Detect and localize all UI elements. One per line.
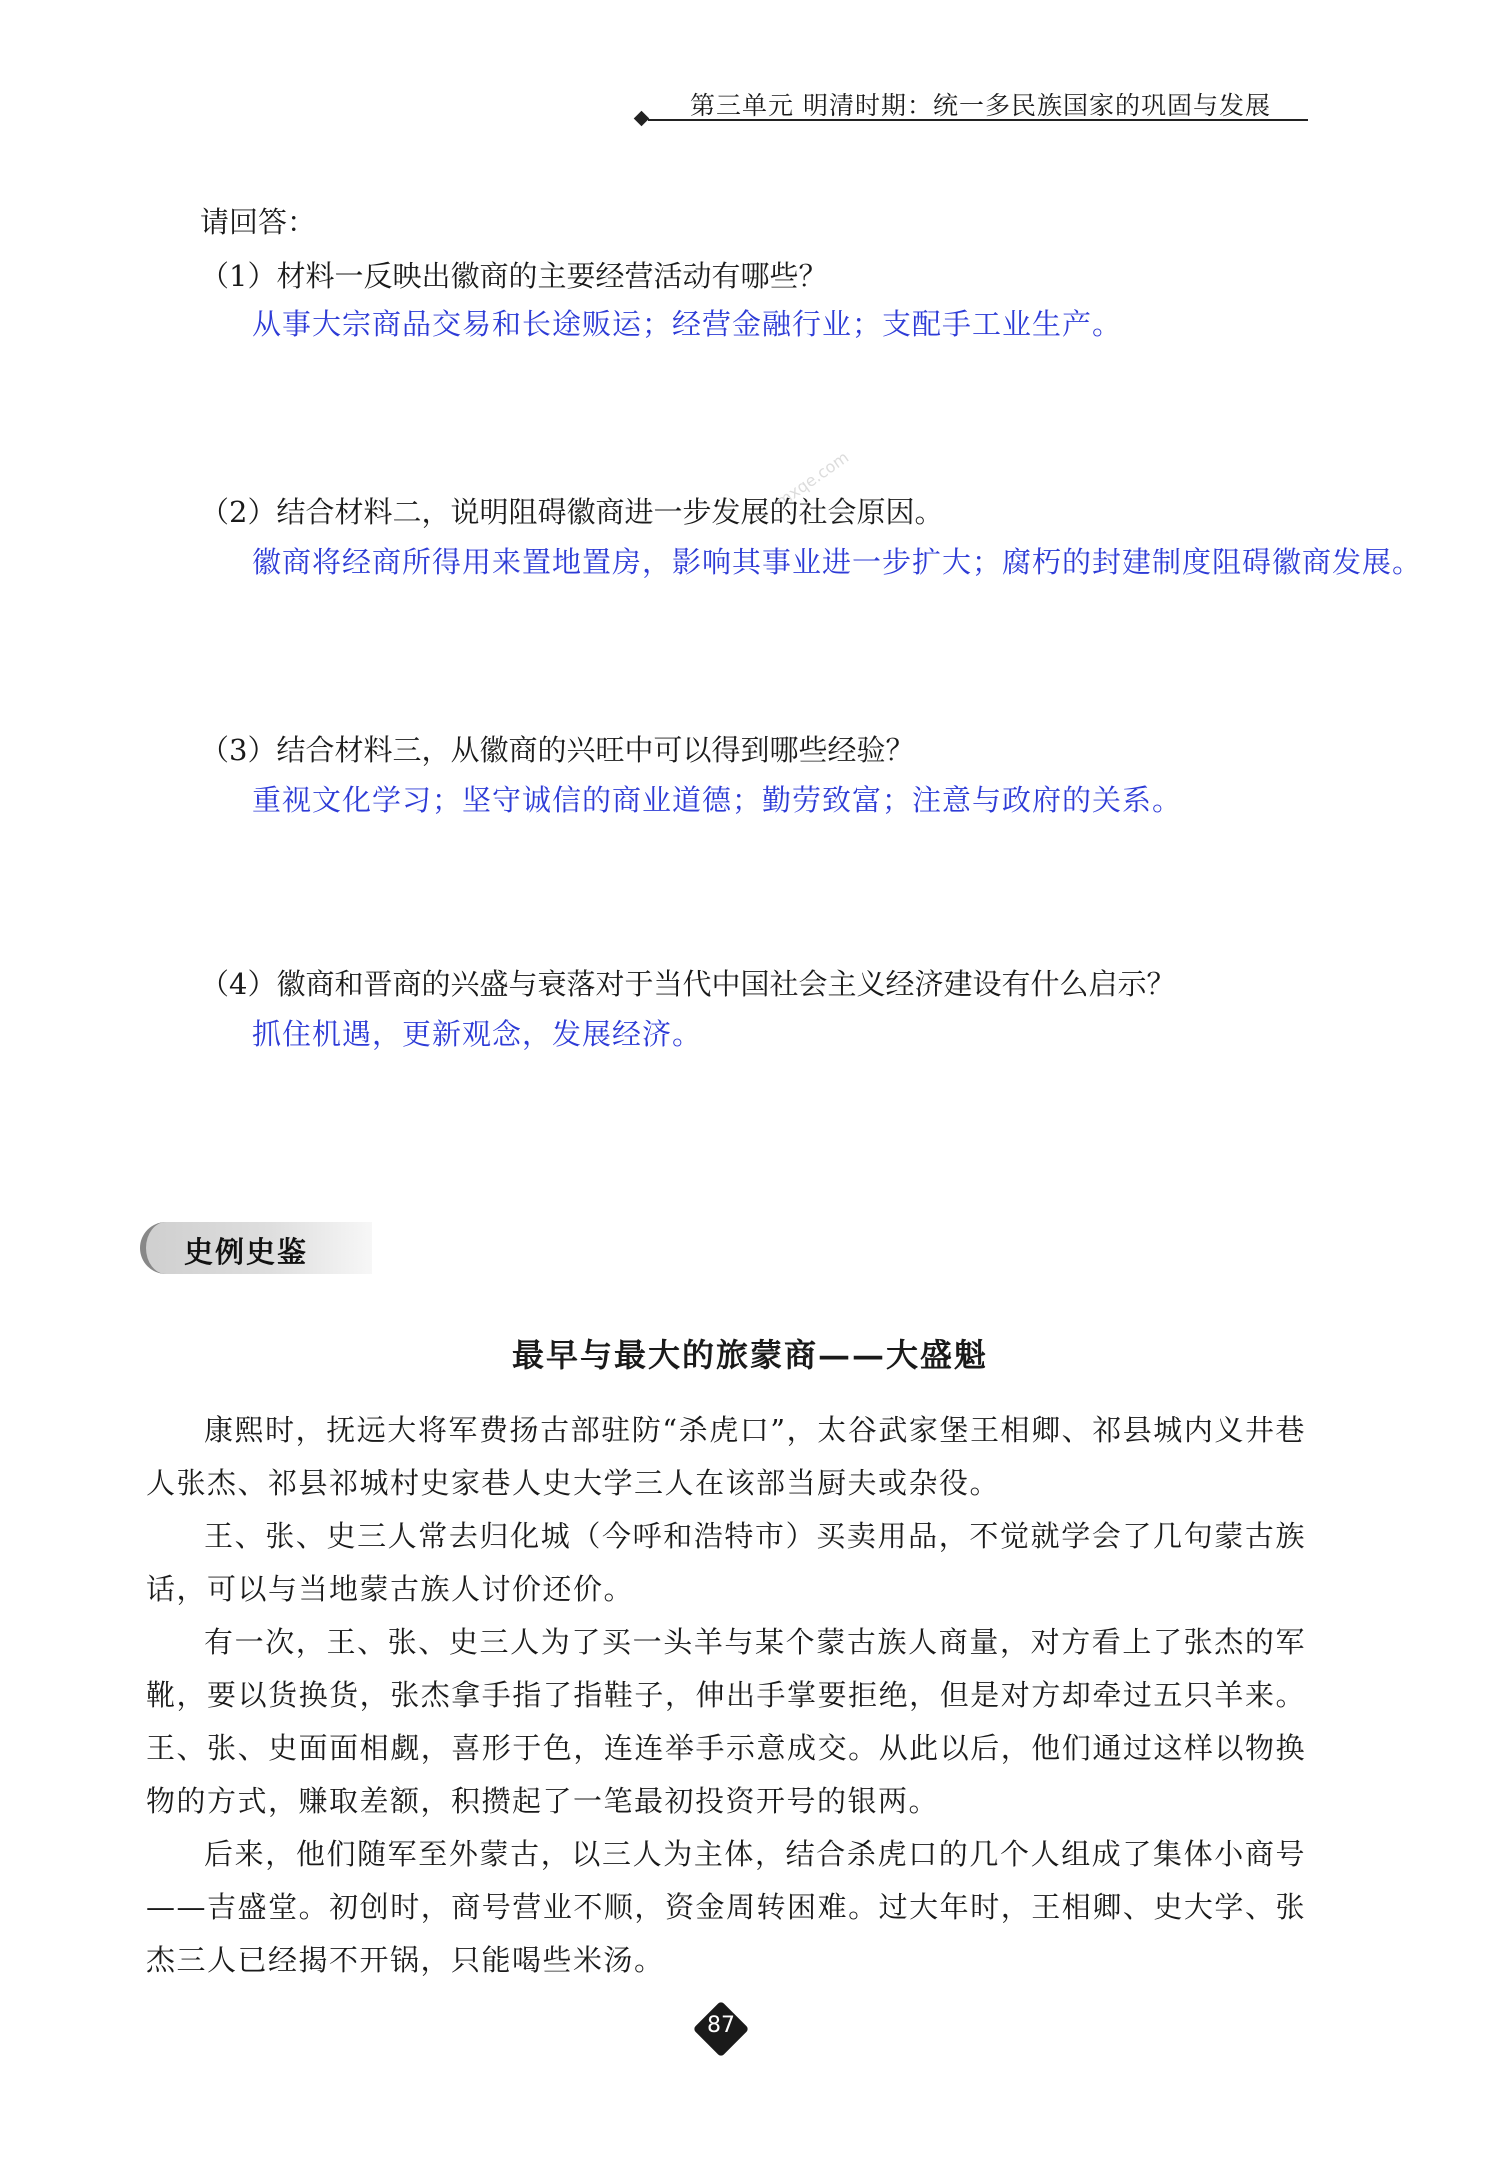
question-2: （2）结合材料二，说明阻碍徽商进一步发展的社会原因。 (200, 495, 944, 529)
page-number: 87 (707, 2013, 735, 2038)
story-paragraph: 后来，他们随军至外蒙古，以三人为主体，结合杀虎口的几个人组成了集体小商号——吉盛堂。初创时，商号营业不顺，资金周转困难。过大年时，王相卿、史大学、张杰三人已经揭不开锅，只能喝些米汤。 (146, 1837, 1306, 1977)
story-paragraph: 有一次，王、张、史三人为了买一头羊与某个蒙古族人商量，对方看上了张杰的军靴，要以货换货，张杰拿手指了指鞋子，伸出手掌要拒绝，但是对方却牵过五只羊来。王、张、史面面相觑，喜形于色，连连举手示意成交。从此以后，他们通过这样以物换物的方式，赚取差额，积攒起了一笔最初投资开号的银两。 (146, 1625, 1306, 1818)
unit-title: 第三单元 明清时期：统一多民族国家的巩固与发展 (690, 91, 1271, 120)
watermark: mxqe.com (772, 447, 853, 512)
question-1: （1）材料一反映出徽商的主要经营活动有哪些？ (200, 259, 828, 293)
answer-1: 从事大宗商品交易和长途贩运；经营金融行业；支配手工业生产。 (252, 307, 1123, 341)
answer-4: 抓住机遇，更新观念，发展经济。 (252, 1017, 703, 1051)
header-diamond-icon (634, 111, 650, 127)
story-title: 最早与最大的旅蒙商——大盛魁 (511, 1336, 988, 1374)
section-badge (140, 1222, 372, 1274)
answer-3: 重视文化学习；坚守诚信的商业道德；勤劳致富；注意与政府的关系。 (252, 783, 1183, 817)
page-number-badge (692, 2000, 750, 2058)
question-4: （4）徽商和晋商的兴盛与衰落对于当代中国社会主义经济建设有什么启示？ (200, 967, 1176, 1001)
section-label: 史例史鉴 (184, 1235, 309, 1269)
page-header (0, 0, 1500, 140)
story-paragraph: 王、张、史三人常去归化城（今呼和浩特市）买卖用品，不觉就学会了几句蒙古族话，可以与当地蒙古族人讨价还价。 (146, 1519, 1306, 1606)
question-3: （3）结合材料三，从徽商的兴旺中可以得到哪些经验？ (200, 733, 915, 767)
answer-2: 徽商将经商所得用来置地置房，影响其事业进一步扩大；腐朽的封建制度阻碍徽商发展。 (252, 545, 1423, 579)
story-paragraph: 康熙时，抚远大将军费扬古部驻防“杀虎口”，太谷武家堡王相卿、祁县城内义井巷人张杰、祁县祁城村史家巷人史大学三人在该部当厨夫或杂役。 (146, 1413, 1306, 1500)
prompt-text: 请回答： (200, 205, 317, 239)
